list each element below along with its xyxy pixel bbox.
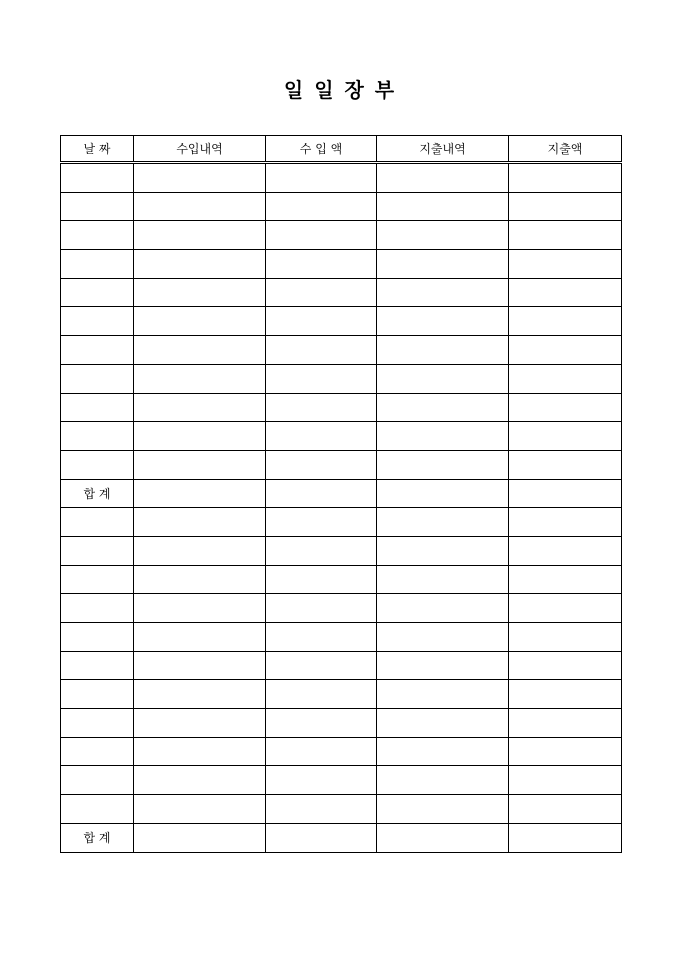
cell-expense-details xyxy=(377,680,509,709)
cell-expense-amount xyxy=(509,450,622,479)
cell-expense-details xyxy=(377,823,509,852)
cell-expense-amount xyxy=(509,680,622,709)
cell-income-details xyxy=(134,680,266,709)
cell-income-amount xyxy=(266,565,377,594)
cell-income-amount xyxy=(266,680,377,709)
cell-expense-amount xyxy=(509,278,622,307)
cell-expense-amount xyxy=(509,536,622,565)
cell-expense-details xyxy=(377,163,509,193)
table-row xyxy=(61,250,622,279)
cell-date xyxy=(61,393,134,422)
table-row xyxy=(61,623,622,652)
cell-income-details xyxy=(134,422,266,451)
table-row xyxy=(61,594,622,623)
cell-expense-details xyxy=(377,565,509,594)
cell-expense-details xyxy=(377,623,509,652)
cell-expense-amount xyxy=(509,364,622,393)
header-expense-details: 지출내역 xyxy=(377,136,509,163)
cell-expense-details xyxy=(377,795,509,824)
table-row xyxy=(61,508,622,537)
table-row xyxy=(61,364,622,393)
cell-income-details xyxy=(134,278,266,307)
cell-income-details xyxy=(134,623,266,652)
cell-expense-amount xyxy=(509,336,622,365)
table-row xyxy=(61,479,622,508)
cell-income-amount xyxy=(266,192,377,221)
table-row xyxy=(61,278,622,307)
cell-date xyxy=(61,192,134,221)
cell-expense-amount xyxy=(509,508,622,537)
cell-expense-details xyxy=(377,250,509,279)
cell-income-amount xyxy=(266,450,377,479)
cell-income-amount xyxy=(266,508,377,537)
cell-income-details xyxy=(134,479,266,508)
cell-date xyxy=(61,795,134,824)
table-row xyxy=(61,192,622,221)
cell-income-amount xyxy=(266,364,377,393)
table-row xyxy=(61,737,622,766)
cell-expense-amount xyxy=(509,737,622,766)
cell-income-details xyxy=(134,221,266,250)
table-row xyxy=(61,823,622,852)
cell-expense-details xyxy=(377,594,509,623)
cell-expense-details xyxy=(377,393,509,422)
cell-income-details xyxy=(134,651,266,680)
cell-date xyxy=(61,623,134,652)
cell-income-amount xyxy=(266,250,377,279)
cell-expense-details xyxy=(377,422,509,451)
table-row xyxy=(61,651,622,680)
header-income-details: 수입내역 xyxy=(134,136,266,163)
table-row xyxy=(61,450,622,479)
table-row xyxy=(61,422,622,451)
cell-date xyxy=(61,450,134,479)
cell-date xyxy=(61,221,134,250)
cell-income-amount xyxy=(266,823,377,852)
cell-expense-details xyxy=(377,221,509,250)
cell-expense-details xyxy=(377,336,509,365)
ledger-table xyxy=(60,135,622,853)
cell-date xyxy=(61,364,134,393)
cell-income-details xyxy=(134,364,266,393)
cell-expense-amount xyxy=(509,393,622,422)
cell-income-details xyxy=(134,795,266,824)
cell-expense-amount xyxy=(509,163,622,193)
table-row xyxy=(61,163,622,193)
ledger-body xyxy=(61,163,622,853)
table-row xyxy=(61,393,622,422)
cell-income-amount xyxy=(266,709,377,738)
table-row xyxy=(61,795,622,824)
cell-date xyxy=(61,565,134,594)
cell-expense-details xyxy=(377,192,509,221)
cell-income-details xyxy=(134,336,266,365)
cell-expense-amount xyxy=(509,307,622,336)
cell-date xyxy=(61,307,134,336)
cell-expense-details xyxy=(377,450,509,479)
cell-expense-details xyxy=(377,278,509,307)
cell-income-details xyxy=(134,594,266,623)
cell-expense-details xyxy=(377,737,509,766)
table-row xyxy=(61,536,622,565)
cell-date xyxy=(61,336,134,365)
cell-income-amount xyxy=(266,479,377,508)
cell-income-amount xyxy=(266,594,377,623)
cell-income-details xyxy=(134,250,266,279)
cell-income-details xyxy=(134,709,266,738)
cell-expense-details xyxy=(377,479,509,508)
cell-date xyxy=(61,163,134,193)
cell-income-details xyxy=(134,823,266,852)
cell-expense-amount xyxy=(509,422,622,451)
cell-date: 합 계 xyxy=(61,479,134,508)
cell-income-amount xyxy=(266,536,377,565)
table-row xyxy=(61,307,622,336)
cell-income-details xyxy=(134,393,266,422)
cell-expense-details xyxy=(377,709,509,738)
cell-date xyxy=(61,422,134,451)
cell-date xyxy=(61,766,134,795)
cell-expense-amount xyxy=(509,823,622,852)
cell-income-amount xyxy=(266,393,377,422)
cell-income-amount xyxy=(266,336,377,365)
cell-expense-amount xyxy=(509,221,622,250)
header-date: 날 짜 xyxy=(61,136,134,163)
cell-expense-amount xyxy=(509,594,622,623)
cell-date: 합 계 xyxy=(61,823,134,852)
cell-date xyxy=(61,594,134,623)
cell-income-amount xyxy=(266,651,377,680)
cell-income-amount xyxy=(266,795,377,824)
cell-date xyxy=(61,709,134,738)
cell-expense-details xyxy=(377,651,509,680)
table-row xyxy=(61,221,622,250)
cell-expense-amount xyxy=(509,623,622,652)
cell-income-amount xyxy=(266,278,377,307)
cell-income-amount xyxy=(266,623,377,652)
cell-income-amount xyxy=(266,422,377,451)
cell-date xyxy=(61,508,134,537)
cell-date xyxy=(61,250,134,279)
header-income-amount: 수 입 액 xyxy=(266,136,377,163)
cell-expense-amount xyxy=(509,709,622,738)
cell-expense-amount xyxy=(509,766,622,795)
cell-income-details xyxy=(134,536,266,565)
cell-date xyxy=(61,278,134,307)
cell-income-details xyxy=(134,766,266,795)
cell-expense-amount xyxy=(509,565,622,594)
cell-expense-details xyxy=(377,508,509,537)
table-row xyxy=(61,709,622,738)
cell-income-amount xyxy=(266,221,377,250)
cell-date xyxy=(61,536,134,565)
table-row xyxy=(61,680,622,709)
cell-expense-details xyxy=(377,307,509,336)
document-title: 일 일 장 부 xyxy=(283,78,397,102)
table-row xyxy=(61,766,622,795)
cell-income-amount xyxy=(266,766,377,795)
cell-income-details xyxy=(134,450,266,479)
cell-expense-amount xyxy=(509,795,622,824)
table-row xyxy=(61,336,622,365)
cell-expense-amount xyxy=(509,192,622,221)
cell-income-details xyxy=(134,192,266,221)
header-expense-amount: 지출액 xyxy=(509,136,622,163)
cell-income-details xyxy=(134,163,266,193)
cell-expense-amount xyxy=(509,250,622,279)
cell-income-amount xyxy=(266,307,377,336)
cell-expense-details xyxy=(377,536,509,565)
table-row xyxy=(61,565,622,594)
cell-date xyxy=(61,737,134,766)
header-row xyxy=(61,136,622,163)
cell-expense-details xyxy=(377,364,509,393)
cell-income-amount xyxy=(266,163,377,193)
cell-date xyxy=(61,651,134,680)
cell-expense-details xyxy=(377,766,509,795)
cell-expense-amount xyxy=(509,651,622,680)
cell-income-details xyxy=(134,565,266,594)
cell-income-details xyxy=(134,737,266,766)
cell-income-details xyxy=(134,508,266,537)
cell-expense-amount xyxy=(509,479,622,508)
cell-income-details xyxy=(134,307,266,336)
cell-income-amount xyxy=(266,737,377,766)
cell-date xyxy=(61,680,134,709)
